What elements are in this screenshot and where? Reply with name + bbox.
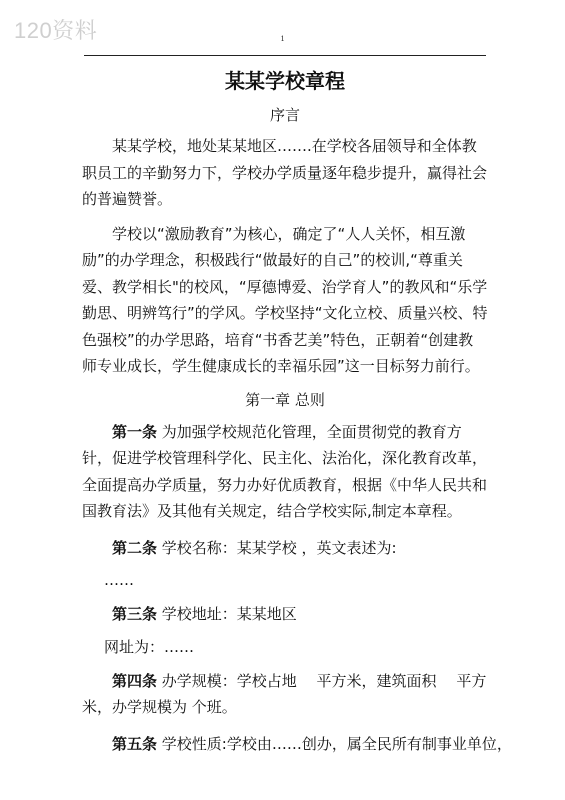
article-label: 第三条	[112, 605, 158, 623]
preface-heading: 序言	[269, 106, 300, 124]
article-4	[82, 668, 488, 721]
preface-paragraph-1: 某某学校，地处某某地区…….在学校各届领导和全体教职员工的辛勤努力下，学校办学质量逐年稳步提升，赢得社会的普遍赞誉。	[82, 137, 488, 208]
document-title: 某某学校章程	[225, 69, 345, 93]
header-rule	[84, 55, 486, 56]
article-2-continuation: ……	[104, 571, 134, 589]
preface-paragraph-2: 学校以“激励教育”为核心，确定了“人人关怀，相互激励”的办学理念，积极践行“做最好的自己”的校训,“尊重关爱、教学相长"的校风，“厚德博爱、治学育人”的教风和“乐学勤思、明辨笃行”的学风。学校坚持“文化立校、质量兴校、特色强校”的办学思路，培育“书香艺美”特色，正朝着“创建教师专业成长，学生健康成长的幸福乐园”这一目标努力前行。	[82, 224, 488, 375]
article-label: 第四条	[112, 671, 158, 690]
article-5	[82, 731, 512, 758]
article-text: 学校性质:学校由……创办，属全民所有制事业单位，	[157, 734, 512, 753]
article-text: 办学规模：学校占地 平方米，建筑面积 平方米，办学规模为 个班。	[82, 671, 487, 716]
article-label: 第一条	[112, 422, 158, 441]
article-text: 为加强学校规范化管理，全面贯彻党的教育方针，促进学校管理科学化、民主化、法治化，深化教育改革，全面提高办学质量，努力办好优质教育，根据《中华人民共和国教育法》及其他有关规定，结合学校实际,制定本章程。	[82, 422, 488, 520]
article-2	[82, 535, 488, 562]
watermark: 120资料	[14, 18, 98, 43]
article-text: 学校地址：某某地区	[157, 605, 297, 623]
article-label: 第五条	[112, 734, 158, 753]
article-3-continuation: 网址为：……	[104, 637, 195, 656]
article-label: 第二条	[112, 538, 158, 557]
document-body	[82, 66, 512, 757]
page-number: 1	[280, 34, 285, 43]
chapter-heading: 第一章 总则	[245, 390, 325, 409]
article-text: 学校名称：某某学校 ，英文表述为:	[157, 538, 397, 557]
article-1	[82, 419, 488, 525]
article-3	[82, 601, 488, 628]
